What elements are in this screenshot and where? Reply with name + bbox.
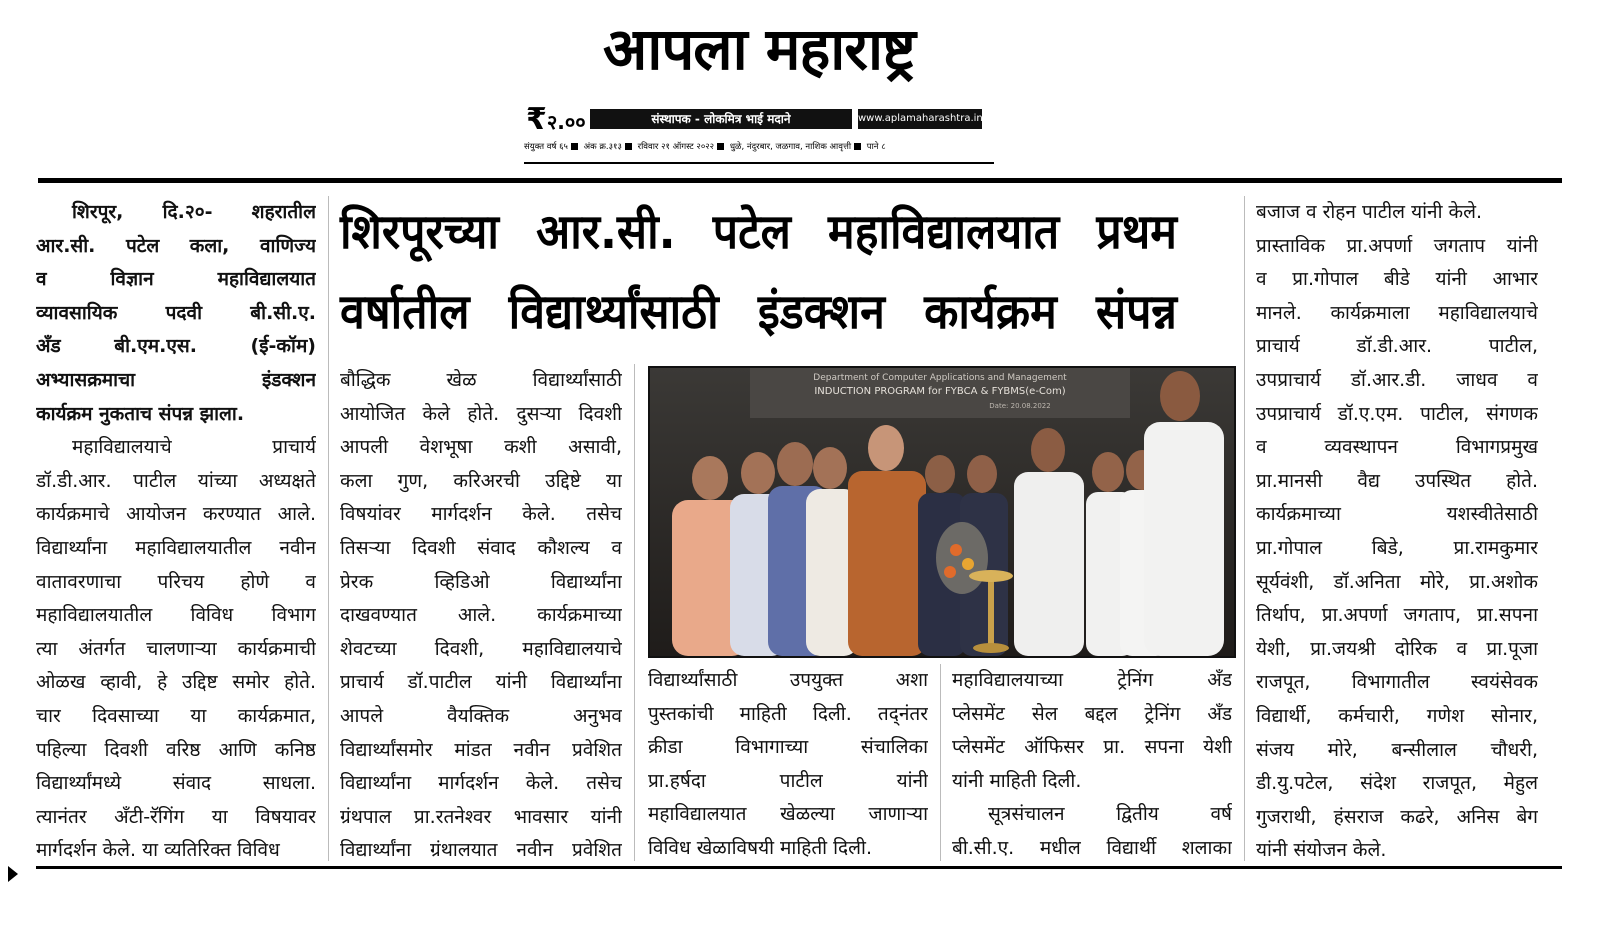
- article-line: कार्यक्रमाच्या यशस्वीतेसाठी: [1256, 503, 1538, 526]
- article-line: गुजराथी, हंसराज कढरे, अनिस बेग: [1256, 805, 1538, 828]
- article-line: प्राचार्य डॉ.पाटील यांनी विद्यार्थ्यांना: [340, 671, 622, 694]
- article-line: ओळख व्हावी, हे उद्दिष्ट समोर होते.: [36, 671, 316, 694]
- article-line: उपप्राचार्य डॉ.आर.डी. जाधव व: [1256, 368, 1538, 391]
- article-line: प्रा.हर्षदा पाटील यांनी: [648, 769, 928, 792]
- meta-issue: अंक क्र.३१३: [583, 142, 622, 152]
- article-line: विद्यार्थ्यांना मार्गदर्शन केले. तसेच: [340, 772, 622, 795]
- article-line: ग्रंथपाल प्रा.रतनेश्वर भावसार यांनी: [340, 805, 622, 828]
- article-column-3: [648, 664, 928, 866]
- article-line: व प्रा.गोपाल बीडे यांनी आभार: [1256, 268, 1538, 291]
- article-line: पुस्तकांची माहिती दिली. तद्नंतर: [648, 702, 928, 725]
- article-line: कार्यक्रमाचे आयोजन करण्यात आले.: [36, 503, 316, 526]
- article-line: प्रेरक व्हिडिओ विद्यार्थ्यांना: [340, 570, 622, 593]
- meta-year: संयुक्त वर्ष ६५: [524, 142, 568, 152]
- article-line: विषयांवर मार्गदर्शन केले. तसेच: [340, 503, 622, 526]
- article-line: प्लेसमेंट सेल बद्दल ट्रेनिंग अँड: [952, 702, 1232, 725]
- article-line: विविध खेळाविषयी माहिती दिली.: [648, 836, 872, 859]
- founder-strip: संस्थापक - लोकमित्र भाई मदाने: [590, 109, 852, 129]
- article-line: प्लेसमेंट ऑफिसर प्रा. सपना येशी: [952, 736, 1232, 759]
- meta-editions: धुळे, नंदुरबार, जळगाव, नाशिक आवृत्ती: [729, 142, 852, 152]
- article-line: त्या अंतर्गत चालणाऱ्या कार्यक्रमाची: [36, 637, 316, 660]
- bottom-rule: [36, 866, 1562, 869]
- article-column-2: [340, 364, 622, 868]
- article-line: बजाज व रोहन पाटील यांनी केले.: [1256, 201, 1483, 223]
- article-line: दाखवण्यात आले. कार्यक्रमाच्या: [340, 604, 622, 627]
- article-line: चार दिवसाच्या या कार्यक्रमात,: [36, 704, 316, 727]
- article-line: त्यानंतर अँटी-रॅगिंग या विषयावर: [36, 805, 316, 828]
- article-line: प्रा.गोपाल बिडे, प्रा.रामकुमार: [1256, 536, 1538, 559]
- article-line: येशी, प्रा.जयश्री दोरिक व प्रा.पूजा: [1256, 637, 1538, 660]
- article-line: सूर्यवंशी, डॉ.अनिता मोरे, प्रा.अशोक: [1256, 570, 1538, 593]
- article-line: मानले. कार्यक्रमाला महाविद्यालयाचे: [1256, 301, 1538, 324]
- article-line: कला गुण, करिअरची उद्दिष्टे या: [340, 469, 622, 492]
- article-line: महाविद्यालयात खेळल्या जाणाऱ्या: [648, 803, 928, 826]
- newspaper-title: आपला महाराष्ट्र: [603, 15, 915, 83]
- photo-banner-line-1: Department of Computer Applications and Management: [813, 373, 1067, 383]
- article-line: अभ्यासक्रमाचा इंडक्शन: [36, 368, 316, 391]
- article-line: व विज्ञान महाविद्यालयात: [36, 268, 316, 291]
- headline-line-2: वर्षातील विद्यार्थ्यांसाठी इंडक्शन कार्यक्रम संपन्न: [340, 284, 1177, 340]
- article-line: महाविद्यालयाच्या ट्रेनिंग अँड: [952, 669, 1232, 691]
- article-line: बौद्धिक खेळ विद्यार्थ्यांसाठी: [340, 369, 622, 391]
- article-line: प्रा.मानसी वैद्य उपस्थित होते.: [1256, 469, 1538, 492]
- meta-pages: पाने ८: [866, 142, 886, 152]
- article-line: शिरपूर, दि.२०- शहरातील: [72, 201, 316, 223]
- article-line: यांनी माहिती दिली.: [952, 769, 1082, 792]
- article-line: महाविद्यालयाचे प्राचार्य: [72, 436, 316, 459]
- article-line: तिसऱ्या दिवशी संवाद कौशल्य व: [340, 536, 622, 559]
- article-line: शेवटच्या दिवशी, महाविद्यालयाचे: [340, 637, 622, 660]
- article-line: आयोजित केले होते. दुसऱ्या दिवशी: [340, 402, 622, 425]
- article-line: आपली वेशभूषा कशी असावी,: [340, 436, 622, 459]
- article-line: क्रीडा विभागाच्या संचालिका: [648, 736, 928, 759]
- article-line: मार्गदर्शन केले. या व्यतिरिक्त विविध: [36, 839, 280, 862]
- article-line: महाविद्यालयातील विविध विभाग: [36, 604, 316, 627]
- event-photo: [648, 366, 1236, 658]
- cut-marker: [8, 866, 18, 882]
- event-photo-illustration: [650, 368, 1234, 656]
- article-line: तिर्थाप, प्रा.अपर्णा जगताप, प्रा.सपना: [1256, 604, 1538, 627]
- article-line: पहिल्या दिवशी वरिष्ठ आणि कनिष्ठ: [36, 738, 316, 761]
- article-line: वातावरणाचा परिचय होणे व: [36, 570, 316, 593]
- article-line: यांनी संयोजन केले.: [1256, 839, 1387, 862]
- article-line: संजय मोरे, बन्सीलाल चौधरी,: [1256, 738, 1538, 761]
- article-line: डी.यु.पटेल, संदेश राजपूत, मेहुल: [1256, 772, 1538, 795]
- article-line: आपले वैयक्तिक अनुभव: [340, 704, 622, 727]
- article-line: व्यावसायिक पदवी बी.सी.ए.: [36, 301, 316, 324]
- article-line: विद्यार्थ्यांसाठी उपयुक्त अशा: [648, 669, 928, 691]
- article-line: राजपूत, विभागातील स्वयंसेवक: [1256, 671, 1538, 694]
- article-line: विद्यार्थ्यांसमोर मांडत नवीन प्रवेशित: [340, 738, 622, 761]
- article-line: अँड बी.एम.एस. (ई-कॉम): [36, 335, 316, 358]
- article-column-4: [952, 664, 1232, 866]
- masthead-rule: [524, 162, 994, 164]
- article-line: सूत्रसंचालन द्वितीय वर्ष: [988, 803, 1232, 826]
- article-line: बी.सी.ए. मधील विद्यार्थी शलाका: [952, 836, 1232, 859]
- meta-date: रविवार २१ ऑगस्ट २०२२: [637, 142, 715, 152]
- price: [526, 102, 586, 137]
- price-value: २.००: [546, 110, 586, 134]
- article-line: विद्यार्थ्यांना महाविद्यालयातील नवीन: [36, 536, 316, 559]
- article-headline: [340, 192, 1240, 352]
- headline-line-1: शिरपूरच्या आर.सी. पटेल महाविद्यालयात प्रथम: [340, 204, 1177, 260]
- article-line: डॉ.डी.आर. पाटील यांच्या अध्यक्षते: [36, 469, 316, 492]
- article-line: विद्यार्थ्यांमध्ये संवाद साधला.: [36, 772, 316, 795]
- article-line: कार्यक्रम नुकताच संपन्न झाला.: [36, 402, 245, 425]
- article-column-1: [36, 196, 316, 868]
- article-line: उपप्राचार्य डॉ.ए.एम. पाटील, संगणक: [1256, 402, 1538, 425]
- photo-banner-line-3: Date: 20.08.2022: [989, 402, 1051, 410]
- rupee-symbol: ₹: [526, 102, 547, 137]
- photo-banner-line-2: INDUCTION PROGRAM for FYBCA & FYBMS(e-Com): [814, 386, 1066, 397]
- top-rule: [38, 178, 1562, 183]
- article-line: प्रास्ताविक प्रा.अपर्णा जगताप यांनी: [1256, 234, 1538, 257]
- article-line: विद्यार्थ्यांना ग्रंथालयात नवीन प्रवेशित: [340, 839, 622, 862]
- masthead: [524, 8, 994, 158]
- website-strip: www.aplamaharashtra.in: [858, 109, 982, 129]
- issue-meta-line: [524, 141, 994, 152]
- article-line: आर.सी. पटेल कला, वाणिज्य: [36, 234, 316, 257]
- article-column-5: [1256, 196, 1538, 868]
- article-line: प्राचार्य डॉ.डी.आर. पाटील,: [1256, 335, 1538, 358]
- article-line: विद्यार्थी, कर्मचारी, गणेश सोनार,: [1256, 704, 1538, 727]
- article-line: व व्यवस्थापन विभागप्रमुख: [1256, 436, 1538, 459]
